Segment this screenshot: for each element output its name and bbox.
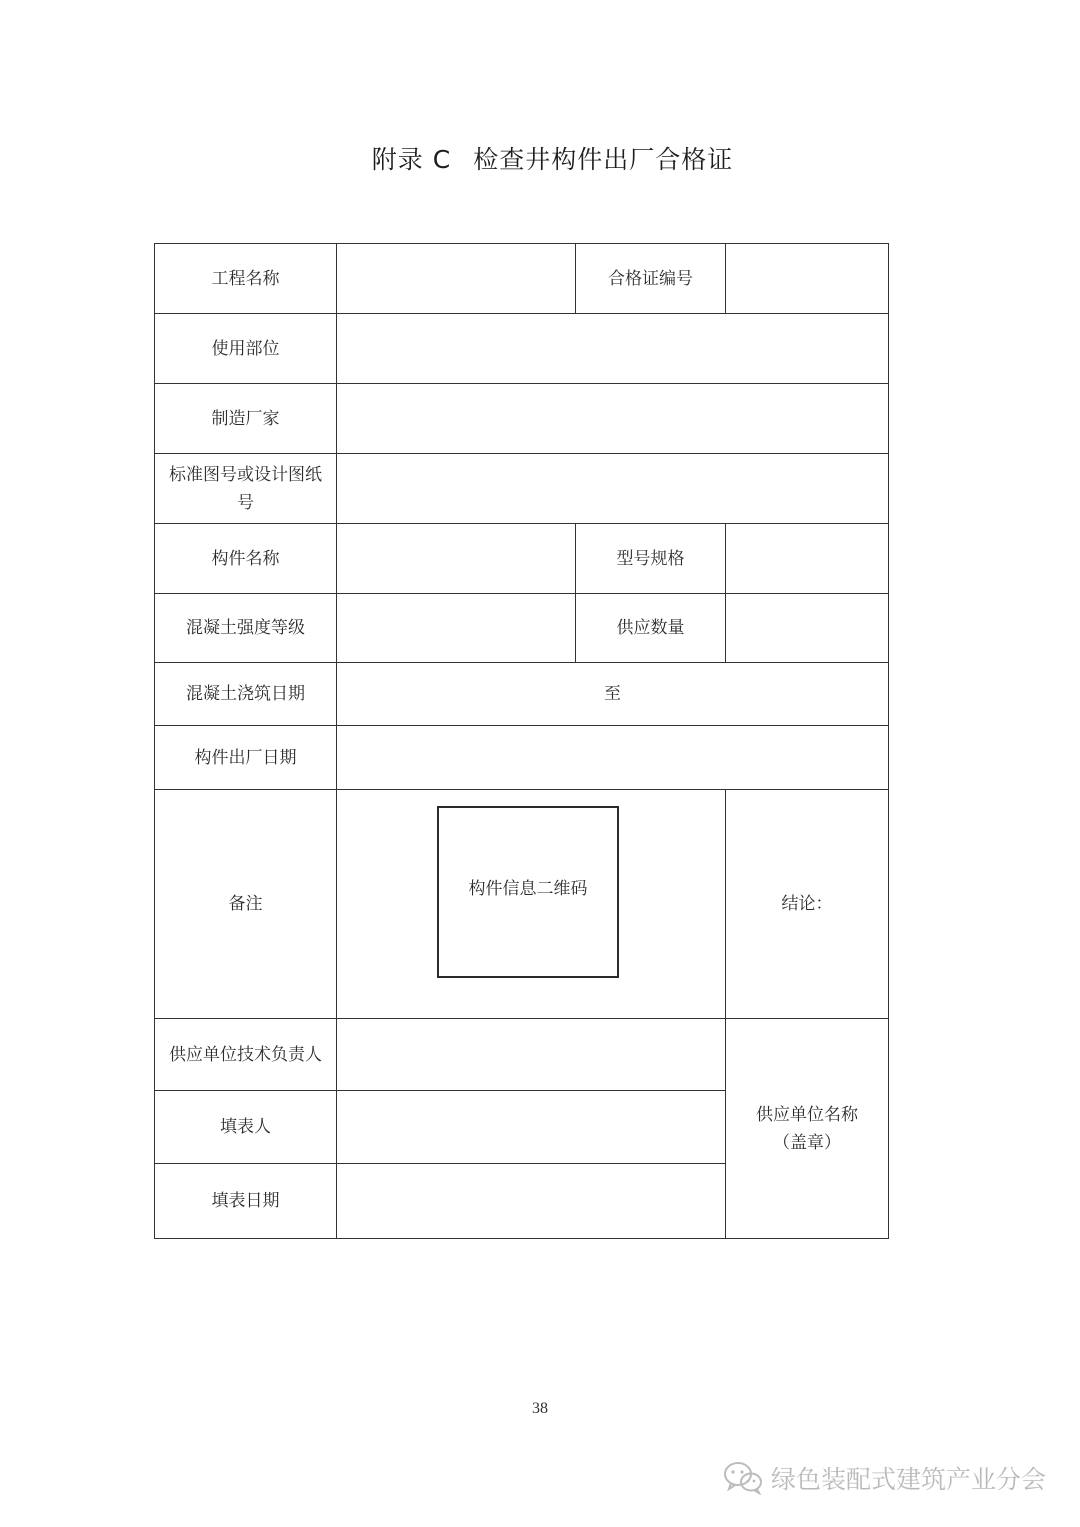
- certificate-no-field[interactable]: [726, 244, 889, 314]
- pour-date-to: 至: [604, 684, 621, 704]
- supplier-seal-cell[interactable]: [726, 1019, 889, 1239]
- usage-location-label: 使用部位: [155, 314, 337, 384]
- fill-date-label: 填表日期: [155, 1164, 337, 1239]
- concrete-grade-label: 混凝土强度等级: [155, 594, 337, 663]
- conclusion-label: 结论：: [781, 894, 833, 914]
- pour-date-label: 混凝土浇筑日期: [155, 663, 337, 726]
- tech-lead-field[interactable]: [337, 1019, 726, 1091]
- watermark: [723, 1460, 1046, 1496]
- supplier-name-label: 供应单位名称: [756, 1104, 858, 1125]
- supply-quantity-field[interactable]: [726, 594, 889, 663]
- appendix-label: 附录 C: [371, 145, 452, 174]
- manufacturer-field[interactable]: [337, 384, 889, 454]
- pour-date-field[interactable]: [337, 663, 889, 726]
- conclusion-cell[interactable]: [726, 790, 889, 1019]
- drawing-no-field[interactable]: [337, 454, 889, 524]
- qr-code-placeholder: [437, 806, 619, 978]
- concrete-grade-field[interactable]: [337, 594, 576, 663]
- component-name-label: 构件名称: [155, 524, 337, 594]
- wechat-icon: [723, 1461, 763, 1495]
- model-spec-label: 型号规格: [576, 524, 726, 594]
- certificate-no-label: 合格证编号: [576, 244, 726, 314]
- qr-code-label: 构件信息二维码: [468, 878, 588, 899]
- supply-quantity-label: 供应数量: [576, 594, 726, 663]
- usage-location-field[interactable]: [337, 314, 889, 384]
- filled-by-field[interactable]: [337, 1091, 726, 1164]
- filled-by-label: 填表人: [155, 1091, 337, 1164]
- project-name-field[interactable]: [337, 244, 576, 314]
- certificate-form: [154, 243, 889, 1239]
- drawing-no-label: 标准图号或设计图纸号: [155, 454, 337, 524]
- project-name-label: 工程名称: [155, 244, 337, 314]
- tech-lead-label: 供应单位技术负责人: [155, 1019, 337, 1091]
- manufacturer-label: 制造厂家: [155, 384, 337, 454]
- component-name-field[interactable]: [337, 524, 576, 594]
- fill-date-field[interactable]: [337, 1164, 726, 1239]
- watermark-text: 绿色装配式建筑产业分会: [770, 1465, 1046, 1494]
- delivery-date-field[interactable]: [337, 726, 889, 790]
- page-number: 38: [532, 1400, 548, 1417]
- seal-label: （盖章）: [773, 1132, 841, 1153]
- remarks-label: 备注: [155, 790, 337, 1019]
- form-title: 检查井构件出厂合格证: [473, 145, 734, 174]
- page-title: [0, 140, 1080, 176]
- delivery-date-label: 构件出厂日期: [155, 726, 337, 790]
- model-spec-field[interactable]: [726, 524, 889, 594]
